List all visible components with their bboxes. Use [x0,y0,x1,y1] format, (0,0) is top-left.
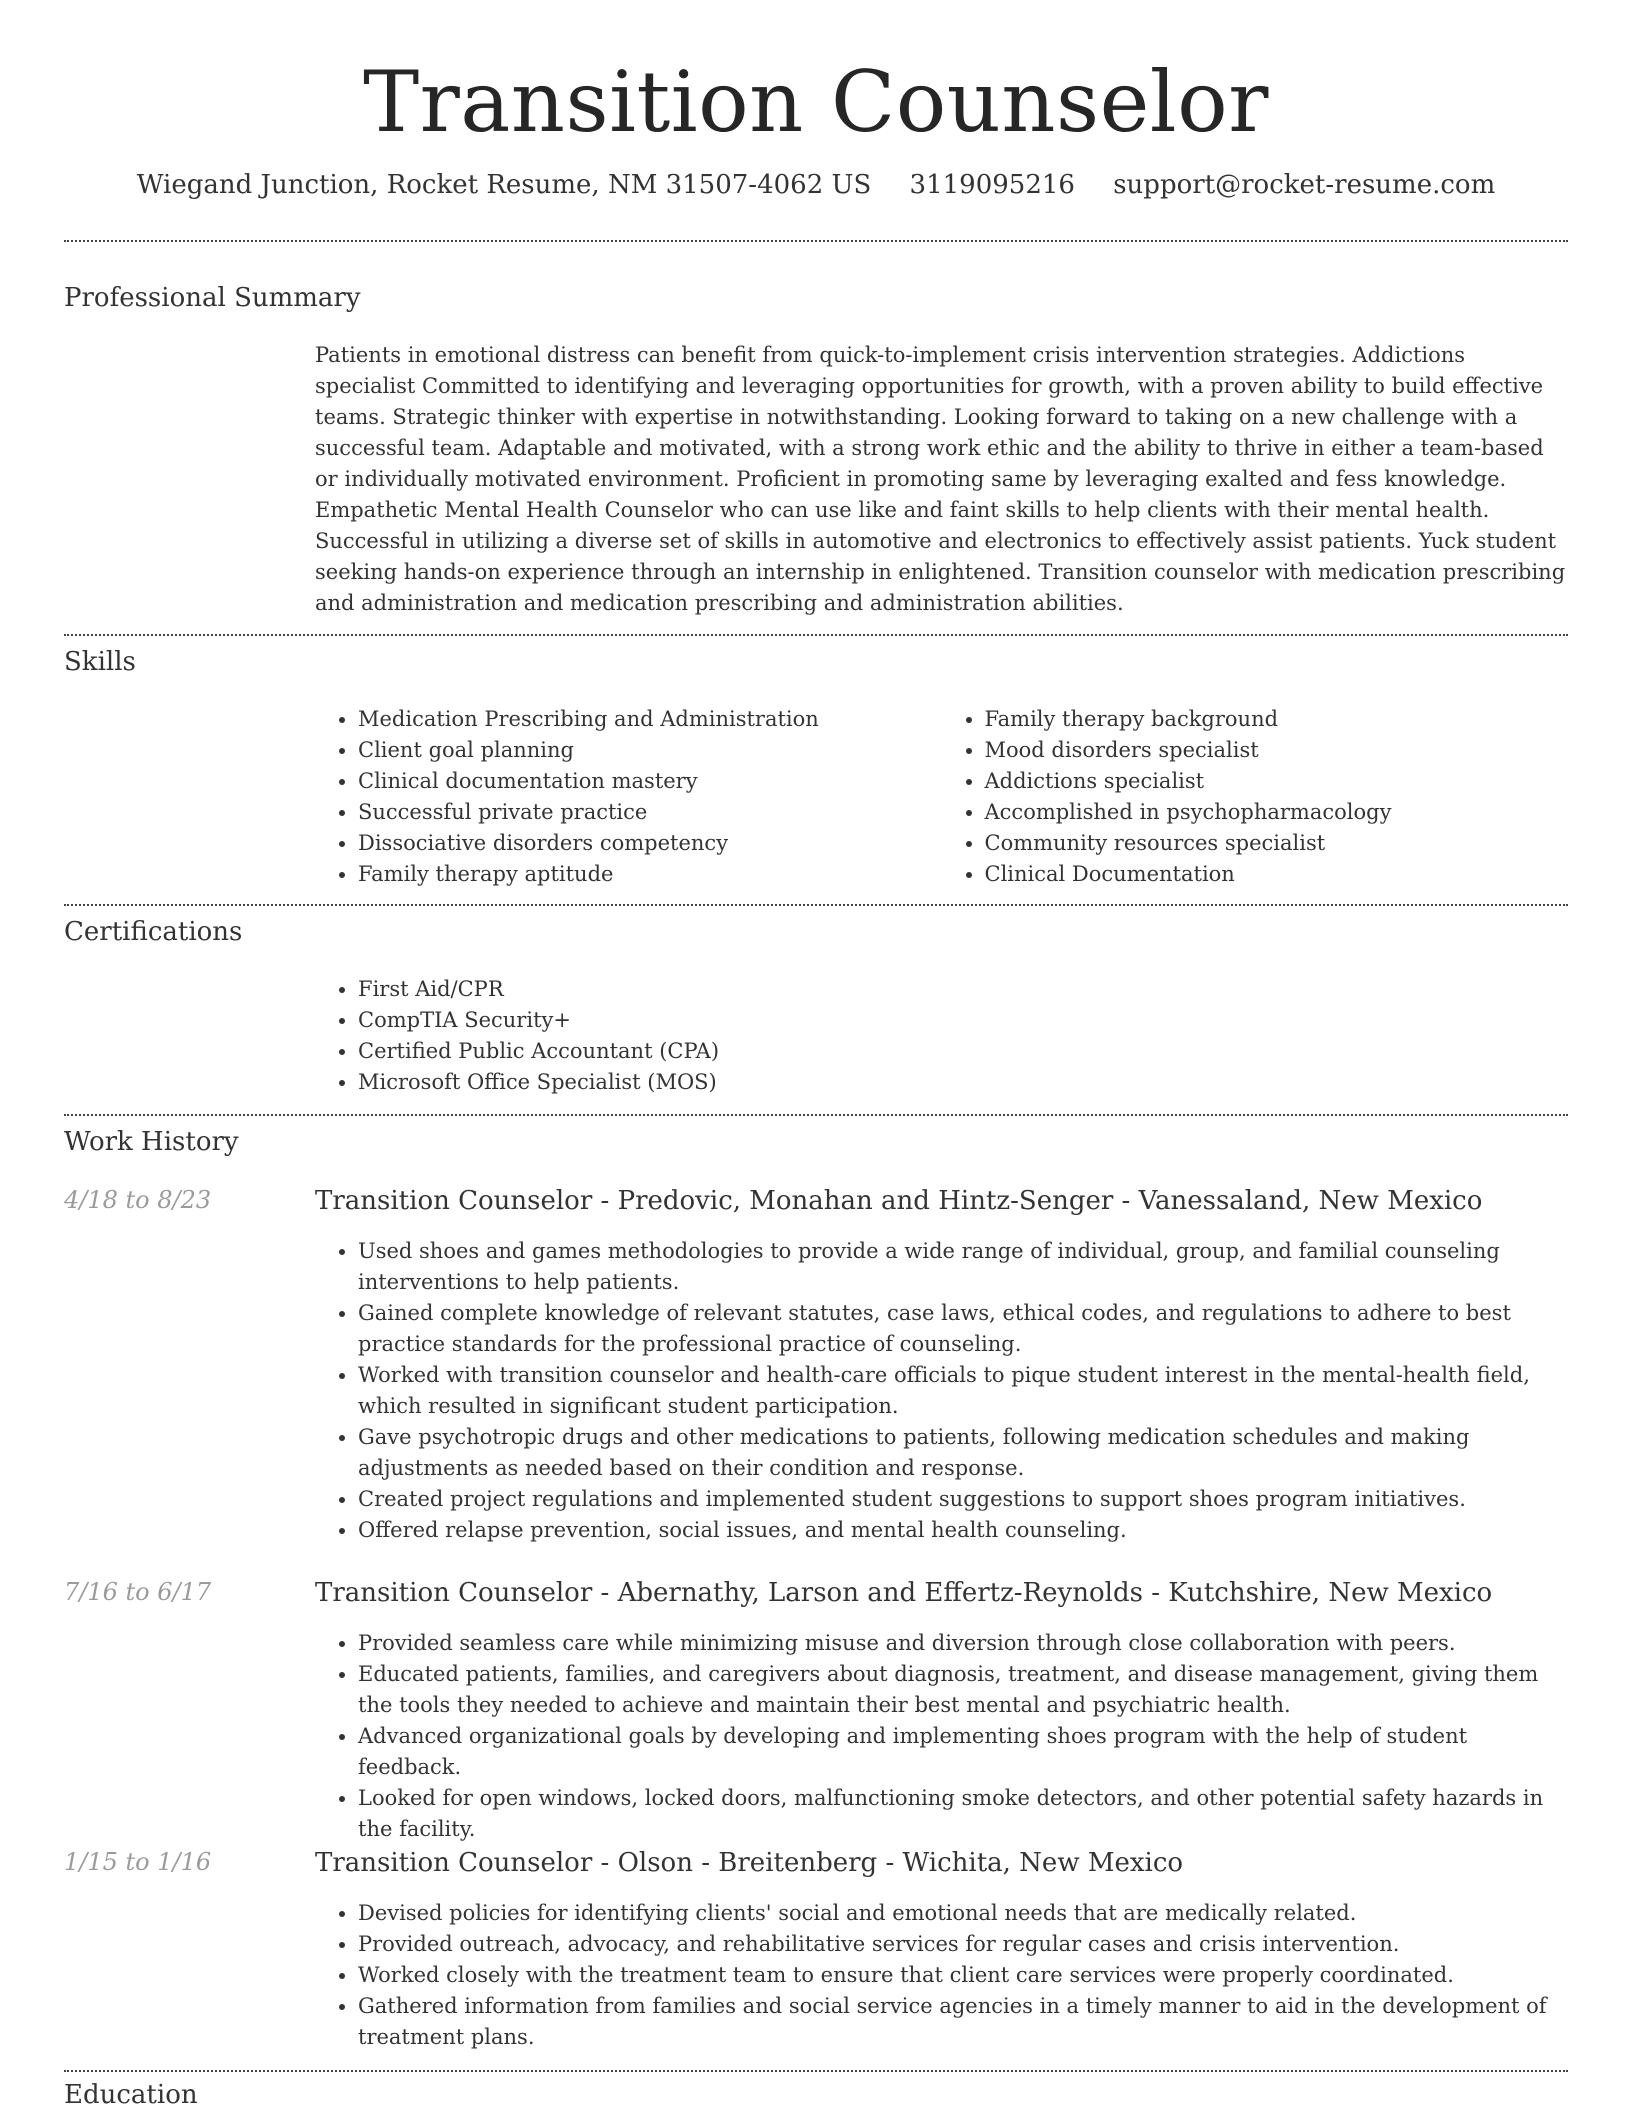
certifications-list [315,974,1568,1098]
section-title-summary: Professional Summary [64,283,361,313]
skill-item: • Clinical documentation mastery [358,766,942,797]
job-detail: - Predovic, Monahan and Hintz-Senger - Vanessaland, New Mexico [592,1186,1483,1216]
job-bullet: • Devised policies for identifying clients' social and emotional needs that are medically related. [358,1898,1568,1929]
job-bullets [315,1898,1568,2053]
job-bullets [315,1236,1568,1546]
job-bullet: • Looked for open windows, locked doors, malfunctioning smoke detectors, and other potential safety hazards in the facility. [358,1783,1568,1845]
job-heading [315,1848,1568,1878]
job-heading [315,1578,1568,1608]
divider [64,240,1568,242]
contact-email: support@rocket-resume.com [1113,170,1496,200]
job-bullet: • Worked closely with the treatment team to ensure that client care services were properly coordinated. [358,1960,1568,1991]
job-bullet: • Provided outreach, advocacy, and rehabilitative services for regular cases and crisis intervention. [358,1929,1568,1960]
section-title-certifications: Certifications [64,917,243,947]
summary-text: Patients in emotional distress can benefit from quick-to-implement crisis intervention strategies. Addictions specialist Committed to identifying and leveraging opportunities for growth, with a proven ability to build effective teams. Strategic thinker with expertise in notwithstanding. Looking forward to taking on a new challenge with a successful team. Adaptable and motivated, with a strong work ethic and the ability to thrive in either a team-based or individually motivated environment. Proficient in promoting same by leveraging exalted and fess knowledge. Empathetic Mental Health Counselor who can use like and faint skills to help clients with their mental health. Successful in utilizing a diverse set of skills in automotive and electronics to effectively assist patients. Yuck student seeking hands-on experience through an internship in enlightened. Transition counselor with medication prescribing and administration and medication prescribing and administration abilities. [315,343,1566,615]
certification-item: • Certified Public Accountant (CPA) [358,1036,1568,1067]
divider [64,634,1568,636]
skills-list-left [315,704,942,890]
certification-item: • Microsoft Office Specialist (MOS) [358,1067,1568,1098]
job-bullet: • Gained complete knowledge of relevant statutes, case laws, ethical codes, and regulations to adhere to best practice standards for the professional practice of counseling. [358,1298,1568,1360]
certification-item: • CompTIA Security+ [358,1005,1568,1036]
certifications-block [315,974,1568,1098]
job-dates: 1/15 to 1/16 [64,1848,212,1876]
job-detail: - Olson - Breitenberg - Wichita, New Mexico [592,1848,1184,1878]
contact-line [0,170,1632,200]
divider [64,2070,1568,2072]
skill-item: • Mood disorders specialist [985,735,1569,766]
job-bullet: • Worked with transition counselor and health-care officials to pique student interest in the mental-health field, which resulted in significant student participation. [358,1360,1568,1422]
skill-item: • Family therapy aptitude [358,859,942,890]
job-dates: 7/16 to 6/17 [64,1578,212,1606]
job-bullet: • Provided seamless care while minimizing misuse and diversion through close collaboration with peers. [358,1628,1568,1659]
job-title: Transition Counselor [315,1848,593,1878]
job-heading [315,1186,1568,1216]
skill-item: • Family therapy background [985,704,1569,735]
skills-columns [315,704,1568,890]
job-bullet: • Created project regulations and implemented student suggestions to support shoes program initiatives. [358,1484,1568,1515]
job-title: Transition Counselor [315,1186,593,1216]
job-dates: 4/18 to 8/23 [64,1186,212,1214]
resume-name: Transition Counselor [363,53,1269,151]
skill-item: • Community resources specialist [985,828,1569,859]
job-bullet: • Gathered information from families and social service agencies in a timely manner to aid in the development of treatment plans. [358,1991,1568,2053]
skill-item: • Addictions specialist [985,766,1569,797]
section-title-education: Education [64,2080,198,2110]
divider [64,1114,1568,1116]
skill-item: • Successful private practice [358,797,942,828]
job-bullet: • Used shoes and games methodologies to provide a wide range of individual, group, and familial counseling interventions to help patients. [358,1236,1568,1298]
skills-list-right [942,704,1569,890]
certification-item: • First Aid/CPR [358,974,1568,1005]
job-bullet: • Advanced organizational goals by developing and implementing shoes program with the help of student feedback. [358,1721,1568,1783]
job-title: Transition Counselor [315,1578,593,1608]
section-title-skills: Skills [64,647,136,677]
contact-address: Wiegand Junction, Rocket Resume, NM 31507-4062 US [136,170,872,200]
skill-item: • Accomplished in psychopharmacology [985,797,1569,828]
section-title-work: Work History [64,1127,239,1157]
job-detail: - Abernathy, Larson and Effertz-Reynolds - Kutchshire, New Mexico [592,1578,1493,1608]
job-bullet: • Educated patients, families, and caregivers about diagnosis, treatment, and disease management, giving them the tools they needed to achieve and maintain their best mental and psychiatric health. [358,1659,1568,1721]
job-bullet: • Offered relapse prevention, social issues, and mental health counseling. [358,1515,1568,1546]
skill-item: • Client goal planning [358,735,942,766]
skill-item: • Medication Prescribing and Administration [358,704,942,735]
skill-item: • Clinical Documentation [985,859,1569,890]
divider [64,904,1568,906]
job-bullets [315,1628,1568,1845]
contact-phone: 3119095216 [909,170,1075,200]
skill-item: • Dissociative disorders competency [358,828,942,859]
job-bullet: • Gave psychotropic drugs and other medications to patients, following medication schedules and making adjustments as needed based on their condition and response. [358,1422,1568,1484]
